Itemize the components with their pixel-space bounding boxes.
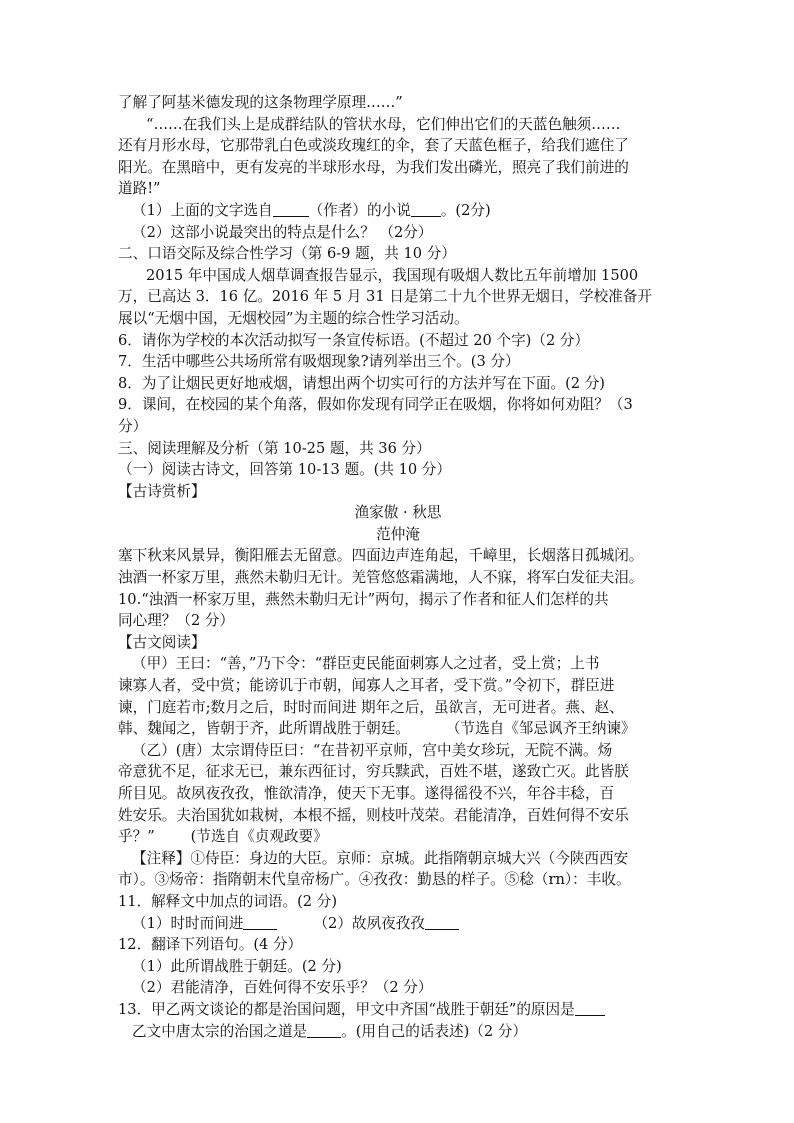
question-11-items: （1）时时而间进 （2）故夙夜孜孜 (118, 913, 678, 935)
passage-source: （节选自《邹忌讽齐王纳谏》 (445, 720, 636, 738)
prose-tag: 【古文阅读】 (118, 633, 206, 651)
question-12-1: （1）此所谓战胜于朝廷。(2 分) (132, 957, 342, 975)
subsection-heading: （一）阅读古诗文，回答第 10-13 题。(共 10 分） (118, 461, 451, 479)
question-5-2: （2）这部小说最突出的特点是什么？ （2分） (132, 223, 433, 241)
question-9: 9．课间，在校园的某个角落，假如你发现有同学正在吸烟，你将如何劝阻？（3 (118, 396, 633, 414)
answer-blank (575, 1001, 605, 1016)
question-7: 7．生活中哪些公共场所常有吸烟现象?请列举出三个。(3 分） (118, 353, 520, 371)
answer-blank (243, 915, 277, 930)
question-8: 8．为了让烟民更好地戒烟，请想出两个切实可行的方法并写在下面。(2 分) (118, 374, 606, 392)
passage-line: “……在我们头上是成群结队的管状水母，它们伸出它们的天蓝色触须…… (146, 115, 621, 133)
poem-title: 渔家傲 · 秋思 (354, 504, 442, 522)
question-13-cont: 乙文中唐太宗的治国之道是 。(用自己的话表述)（2 分） (132, 1022, 527, 1040)
passage-line: 阳光。在黑暗中，更有发亮的半球形水母，为我们发出磷光，照亮了我们前进的 (118, 158, 629, 176)
poem-author: 范仲淹 (376, 525, 420, 543)
answer-blank (307, 1023, 341, 1038)
question-12: 12．翻译下列语句。(4 分） (118, 936, 303, 954)
answer-blank (425, 915, 459, 930)
question-10: 10.“浊酒一杯家万里，燕然未勒归无计”两句，揭示了作者和征人们怎样的共 (118, 590, 609, 608)
passage-jia-line: 韩、魏闻之，皆朝于齐，此所谓战胜于朝廷。 （节选自《邹忌讽齐王纳谏》 (118, 720, 636, 738)
passage-line: 了解了阿基米德发现的这条物理学原理……” (118, 94, 403, 111)
question-9-cont: 分） (118, 417, 148, 435)
passage-source: (节选自《贞观政要》 (190, 828, 328, 846)
paragraph-line: 展以“无烟中国，无烟校园”为主题的综合性学习活动。 (118, 309, 469, 327)
question-13: 13．甲乙两文谈论的都是治国问题，甲文中齐国“战胜于朝廷”的原因是 (118, 999, 678, 1021)
notes-line: 【注释】①侍臣：身边的大臣。京师：京城。此指隋朝京城大兴（今陕西西安 (132, 849, 629, 867)
section-heading: 三、阅读理解及分析（第 10-25 题，共 36 分） (118, 439, 431, 457)
question-11: 11．解释文中加点的词语。(2 分) (118, 892, 338, 910)
answer-blank (273, 202, 309, 217)
notes-line: 市）。③炀帝：指隋朝末代皇帝杨广。④孜孜：勤恳的样子。⑤稔（rn）：丰收。 (118, 871, 631, 889)
question-12-2: （2）君能清净，百姓何得不安乐乎？（2 分） (132, 979, 433, 997)
answer-blank (411, 202, 441, 217)
paragraph-line: 万，已高达 3．16 亿。2016 年 5 月 31 日是第二十九个世界无烟日，学校准备开 (118, 288, 652, 306)
passage-yi-line: 姓安乐。夫治国犹如栽树，本根不摇，则枝叶茂荣。君能清净，百姓何得不安乐 (118, 806, 629, 824)
passage-jia-line: 谏寡人者，受中赏；能谤讥于市朝，闻寡人之耳者，受下赏。”令初下，群臣进 (118, 677, 615, 695)
passage-line: 还有月形水母，它那带乳白色或淡玫瑰红的伞，套了天蓝色框子，给我们遮住了 (118, 137, 629, 155)
passage-line: 道路!” (118, 180, 161, 198)
exam-page (118, 92, 678, 1042)
poem-line: 浊酒一杯家万里，燕然未勒归无计。羌管悠悠霜满地，人不寐，将军白发征夫泪。 (118, 569, 644, 587)
question-10-cont: 同心理？（2 分） (118, 612, 235, 630)
question-5-1: （1）上面的文字选自 （作者）的小说 。(2分) (132, 201, 491, 219)
passage-jia-line: 谏，门庭若市;数月之后，时时而间进 期年之后，虽欲言，无可进者。燕、赵、 (118, 698, 624, 716)
paragraph-line: 2015 年中国成人烟草调查报告显示，我国现有吸烟人数比五年前增加 1500 (146, 266, 639, 284)
poem-tag: 【古诗赏析】 (118, 482, 206, 500)
passage-yi-line: 帝意犹不足，征求无已，兼东西征讨，穷兵黩武，百姓不堪，遂致亡灭。此皆朕 (118, 763, 629, 781)
section-heading: 二、口语交际及综合性学习（第 6-9 题，共 10 分） (118, 245, 456, 263)
passage-jia-line: （甲）王曰：“善，”乃下令：“群臣吏民能面刺寡人之过者，受上赏；上书 (132, 655, 600, 673)
passage-yi-line: （乙）(唐）太宗谓侍臣曰：“在昔初平京师，宫中美女珍玩，无院不满。炀 (132, 741, 613, 759)
poem-line: 塞下秋来风景异，衡阳雁去无留意。四面边声连角起，千嶂里，长烟落日孤城闭。 (118, 547, 644, 565)
passage-yi-line: 所目见。故夙夜孜孜，惟欲清净，使天下无事。遂得徭役不兴，年谷丰稔，百 (118, 785, 615, 802)
question-6: 6．请你为学校的本次活动拟写一条宣传标语。(不超过 20 个字)（2 分） (118, 331, 590, 349)
passage-yi-line: 乎？” (节选自《贞观政要》 (118, 828, 328, 846)
